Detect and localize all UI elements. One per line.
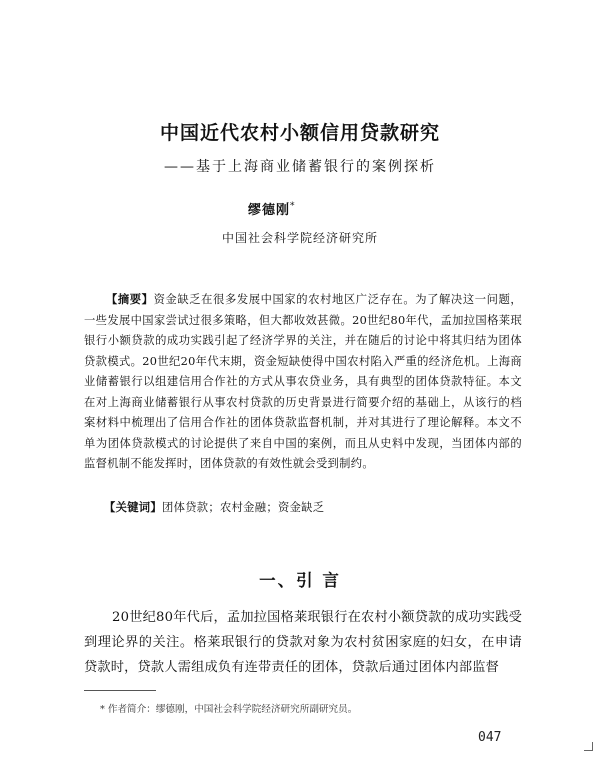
paper-subtitle: ——基于上海商业储蓄银行的案例探析	[164, 159, 436, 175]
author-affiliation: 中国社会科学院经济研究所	[221, 231, 378, 245]
author-name: 缪德刚	[248, 203, 291, 218]
abstract	[84, 289, 522, 475]
author-line	[248, 199, 296, 218]
section-heading: 一、引 言	[259, 571, 341, 590]
abstract-label: 【摘要】	[106, 292, 154, 306]
scan-corner-mark	[584, 742, 593, 751]
page-number: 047	[478, 730, 502, 745]
body-paragraph: 20世纪80年代后，孟加拉国格莱珉银行在农村小额贷款的成功实践受到理论界的关注。格莱珉银行的贷款对象为农村贫困家庭的妇女，在申请贷款时，贷款人需组成负有连带责任的团体，贷款后通过团体内部监督	[84, 610, 522, 675]
footnote: * 作者简介：缪德刚，中国社会科学院经济研究所副研究员。	[100, 704, 358, 715]
keywords	[104, 497, 522, 518]
author-footnote-marker: *	[290, 201, 296, 212]
paper-title: 中国近代农村小额信用贷款研究	[159, 122, 440, 144]
keywords-label: 【关键词】	[104, 500, 162, 514]
abstract-text: 资金缺乏在很多发展中国家的农村地区广泛存在。为了解决这一问题，一些发展中国家尝试过很多策略，但大都收效甚微。20世纪80年代，孟加拉国格莱珉银行小额贷款的成功实践引起了经济学界的关注，并在随后的讨论中将其归结为团体贷款模式。20世纪20年代末期，资金短缺使得中国农村陷入严重的经济危机。上海商业储蓄银行以组建信用合作社的方式从事农贷业务，具有典型的团体贷款特征。本文在对上海商业储蓄银行从事农村贷款的历史背景进行简要介绍的基础上，从该行的档案材料中梳理出了信用合作社的团体贷款监督机制，并对其进行了理论解释。本文不单为团体贷款模式的讨论提供了来自中国的案例，而且从史料中发现，当团体内部的监督机制不能发挥时，团体贷款的有效性就会受到制约。	[84, 293, 522, 470]
keywords-text: 团体贷款；农村金融；资金缺乏	[162, 501, 325, 514]
footnote-divider	[84, 690, 156, 691]
